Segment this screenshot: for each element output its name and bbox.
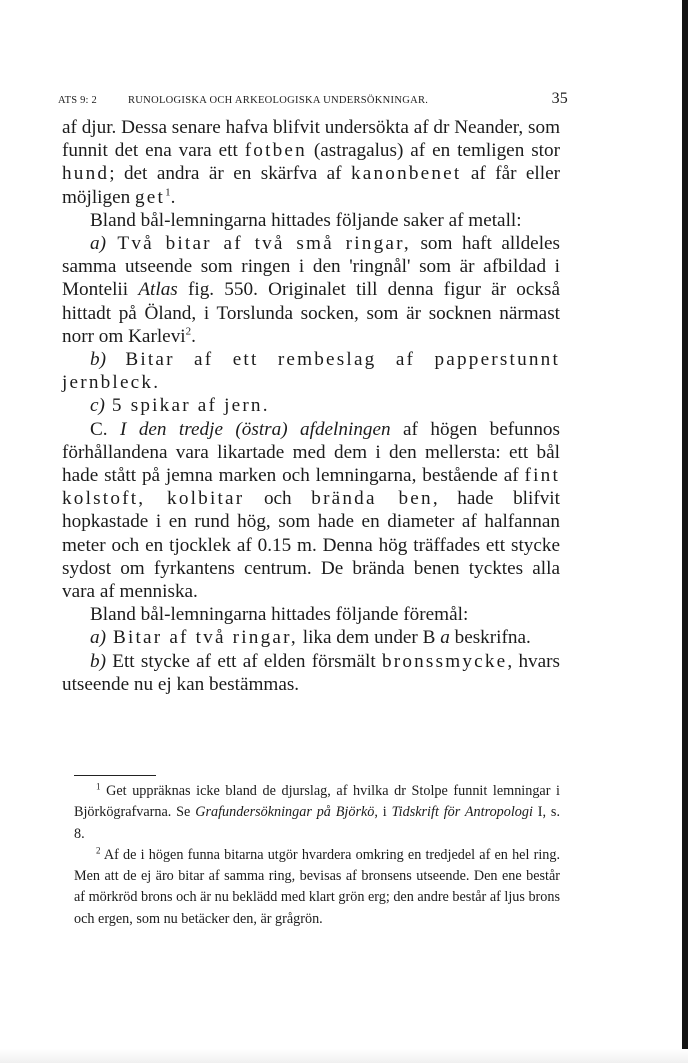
footnote-1: $^1$ Get uppräknas icke bland de djurslag, af hvilka dr Stolpe funnit lemningar i Björkögrafvarna. Se Grafundersökningar på Björkö, i Tidskrift för Antropologi I, s. 8. bbox=[74, 781, 560, 842]
paragraph-objects-intro: Bland bål-lemningarna hittades följande föremål: bbox=[90, 604, 469, 626]
paragraph-section-c: C. I den tredje (östra) afdelningen af högen befunnos förhållandena vara likartade med dem i den mellersta: ett bål hade stått på jemna marken och lemningarna, bestående af fint kolstoft, kolbitar och brända ben, hade blifvit hopkastade i en rund hög, som hade en diameter af halfannan meter och en tjocklek af 0.15 m. Denna hög träffades ett stycke sydost om fyrkantens centrum. De brända benen tycktes alla vara af menniska. bbox=[62, 418, 560, 603]
paragraph-bones: af djur. Dessa senare hafva blifvit undersökta af dr Neander, som funnit det ena vara ett fotben (astragalus) af en temligen stor hund; det andra är en skärfva af kanonbenet af får eller möjligen get$^1$. bbox=[62, 117, 560, 208]
footnote-ref-1: 1 bbox=[165, 186, 171, 199]
scan-edge-right bbox=[682, 0, 688, 1063]
footnote-rule bbox=[74, 775, 156, 776]
main-text bbox=[62, 116, 560, 696]
item-a-rings: a) Två bitar af två små ringar, som haft alldeles samma utseende som ringen i den 'ringnål' som är afbildad i Montelii Atlas fig. 550. Originalet till denna figur är också hittadt på Öland, i Torslunda socken, som är socknen närmast norr om Karlevi$^2$. bbox=[62, 233, 561, 347]
scan-edge-bottom bbox=[0, 1049, 688, 1063]
item-b-ornament: b) Ett stycke af ett af elden försmält bronssmycke, hvars utseende nu ej kan bestämmas. bbox=[62, 650, 561, 695]
footnote-2: $^2$ Af de i högen funna bitarna utgör hvardera omkring en tredjedel af en hel ring. Men att de ej äro bitar af samma ring, bevisas af bronsens utseende. Den ene består af mörkröd brons och är nu beklädd med klart grön erg; den andre består af ljus brons och ergen, som nu betäcker den, är grågrön. bbox=[74, 845, 560, 927]
footnotes bbox=[74, 781, 560, 930]
header-series: ATS 9: 2 bbox=[58, 95, 97, 106]
running-header bbox=[58, 88, 568, 108]
header-title: RUNOLOGISKA OCH ARKEOLOGISKA UNDERSÖKNINGAR. bbox=[128, 95, 429, 106]
paragraph-metal-intro: Bland bål-lemningarna hittades följande saker af metall: bbox=[90, 209, 522, 231]
page-number: 35 bbox=[551, 90, 568, 107]
footnote-ref-2: 2 bbox=[185, 325, 192, 338]
item-c-nails: c) 5 spikar af jern. bbox=[90, 395, 268, 417]
item-a-ring-fragments: a) Bitar af två ringar, lika dem under B a beskrifna. bbox=[90, 627, 531, 649]
item-b-fitting: b) Bitar af ett rembeslag af papperstunnt jernbleck. bbox=[62, 349, 560, 394]
